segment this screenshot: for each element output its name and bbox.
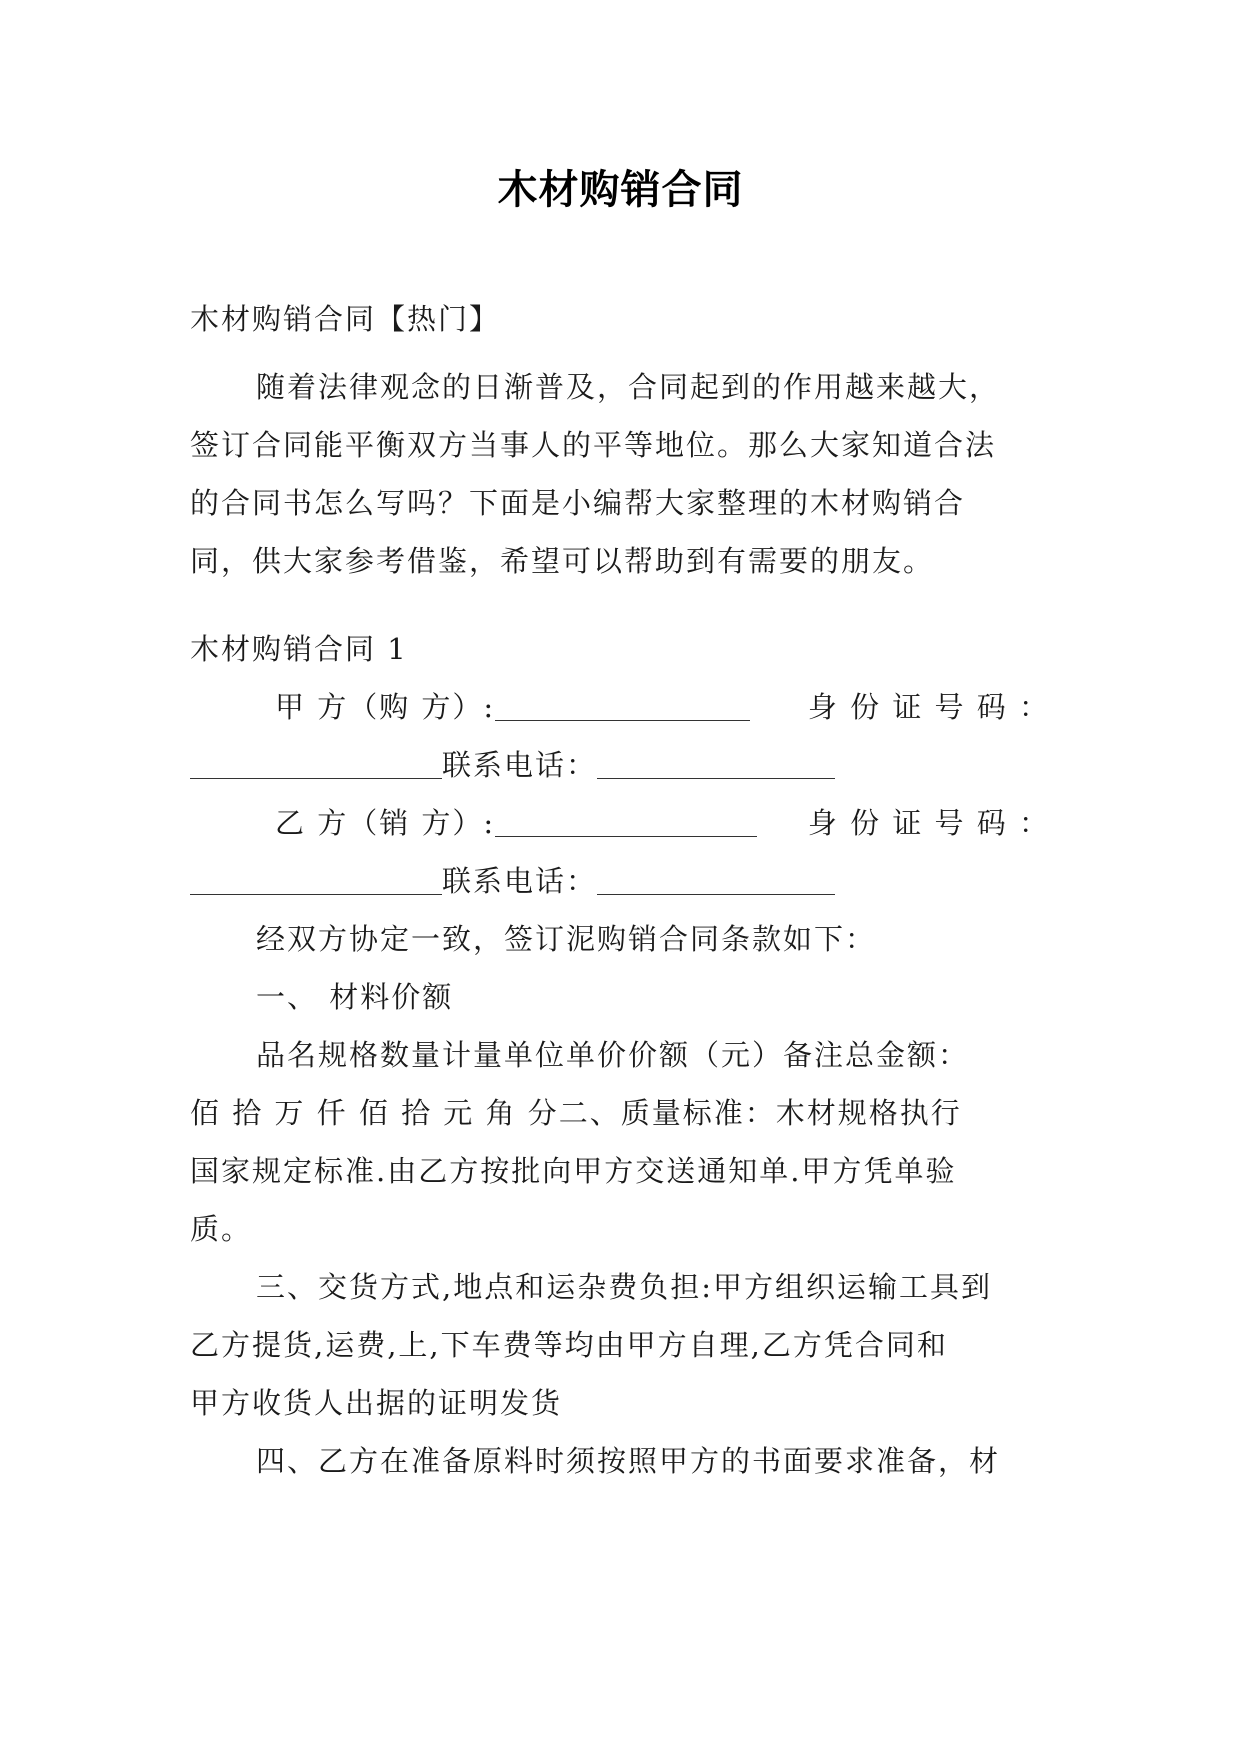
clause4-line: 四、乙方在准备原料时须按照甲方的书面要求准备，材 [256,1444,1001,1478]
clause3-line: 甲方收货人出据的证明发货 [190,1386,563,1420]
phone-label: 联系电话： [442,864,598,898]
subtitle-block [190,290,1050,348]
intro-line: 同，供大家参考借鉴，希望可以帮助到有需要的朋友。 [190,544,935,578]
intro-line: 的合同书怎么写吗？下面是小编帮大家整理的木材购销合 [190,486,966,520]
clause1-line: 品名规格数量计量单位单价价额（元）备注总金额： [256,1038,970,1072]
party-a-label: 甲 方（购 方）: [275,690,496,724]
party-b-row [190,794,1050,852]
party-b-contact-row [190,852,1050,910]
phone-label: 联系电话： [442,748,598,782]
party-a-id-blank [190,748,442,779]
clause1-title: 一、 材料价额 [256,980,454,1014]
party-b-label: 乙 方（销 方）: [275,806,496,840]
party-a-phone-blank [597,748,835,779]
section-title: 木材购销合同 1 [190,632,408,666]
party-a-field [275,678,750,736]
party-b-blank [495,806,757,837]
intro-line: 签订合同能平衡双方当事人的平等地位。那么大家知道合法 [190,428,997,462]
party-a-contact-row [190,736,1050,794]
clause1-line: 质。 [190,1212,253,1246]
party-b-field [275,794,757,852]
agreement-line: 经双方协定一致，签订泥购销合同条款如下： [256,922,877,956]
clause3-line: 乙方提货,运费,上,下车费等均由甲方自理,乙方凭合同和 [190,1328,948,1362]
party-a-blank [495,690,750,721]
intro-line: 随着法律观念的日渐普及，合同起到的作用越来越大， [256,370,1001,404]
document-subtitle: 木材购销合同【热门】 [190,302,501,336]
clause3-line: 三、交货方式,地点和运杂费负担:甲方组织运输工具到 [256,1270,992,1304]
contract-section [190,620,1050,1490]
party-a-row [190,678,1050,736]
clause1-line: 佰 拾 万 仟 佰 拾 元 角 分二、质量标准：木材规格执行 [190,1096,962,1130]
party-b-id-blank [190,864,442,895]
party-b-phone-blank [597,864,835,895]
intro-paragraph [190,358,1050,590]
clause1-line: 国家规定标准.由乙方按批向甲方交送通知单.甲方凭单验 [190,1154,957,1188]
document-title: 木材购销合同 [497,167,744,213]
party-b-id-label: 身 份 证 号 码 ： [807,806,1050,840]
party-a-id-label: 身 份 证 号 码 ： [807,690,1050,724]
